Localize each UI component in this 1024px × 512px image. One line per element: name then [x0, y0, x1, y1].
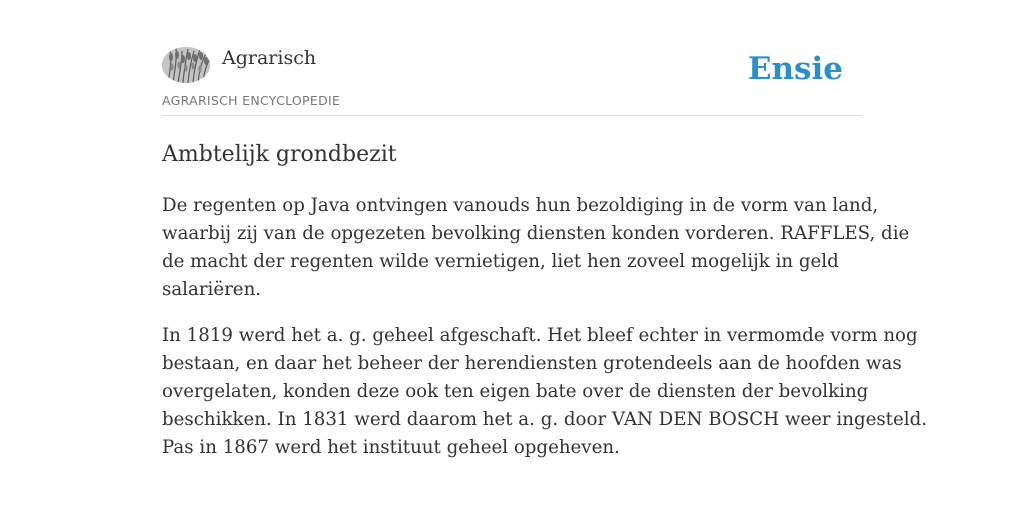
text-line: de macht der regenten wilde vernietigen, liet hen zoveel mogelijk in geld	[162, 251, 839, 272]
article-body	[162, 192, 927, 480]
text-line: salariëren.	[162, 279, 262, 300]
text-line: overgelaten, konden deze ook ten eigen bate over de diensten der bevolking	[162, 381, 869, 402]
paragraph	[162, 322, 927, 462]
header	[162, 42, 862, 116]
wheat-icon[interactable]	[162, 47, 210, 83]
text-line: In 1819 werd het a. g. geheel afgeschaft. Het bleef echter in vermomde vorm nog	[162, 325, 918, 346]
brand-logo[interactable]: Ensie	[747, 51, 843, 87]
text-line: De regenten op Java ontvingen vanouds hun bezoldiging in de vorm van land,	[162, 195, 879, 216]
source-name[interactable]: Agrarisch	[222, 47, 317, 69]
paragraph	[162, 192, 910, 304]
text-line: Pas in 1867 werd het instituut geheel opgeheven.	[162, 437, 620, 458]
text-line: bestaan, en daar het beheer der herendiensten grotendeels aan de hoofden was	[162, 353, 902, 374]
text-line: waarbij zij van de opgezeten bevolking diensten konden vorderen. RAFFLES, die	[162, 223, 910, 244]
text-line: beschikken. In 1831 werd daarom het a. g. door VAN DEN BOSCH weer ingesteld.	[162, 409, 927, 430]
page-title: Ambtelijk grondbezit	[162, 142, 397, 167]
source-subtitle[interactable]: AGRARISCH ENCYCLOPEDIE	[162, 93, 341, 108]
